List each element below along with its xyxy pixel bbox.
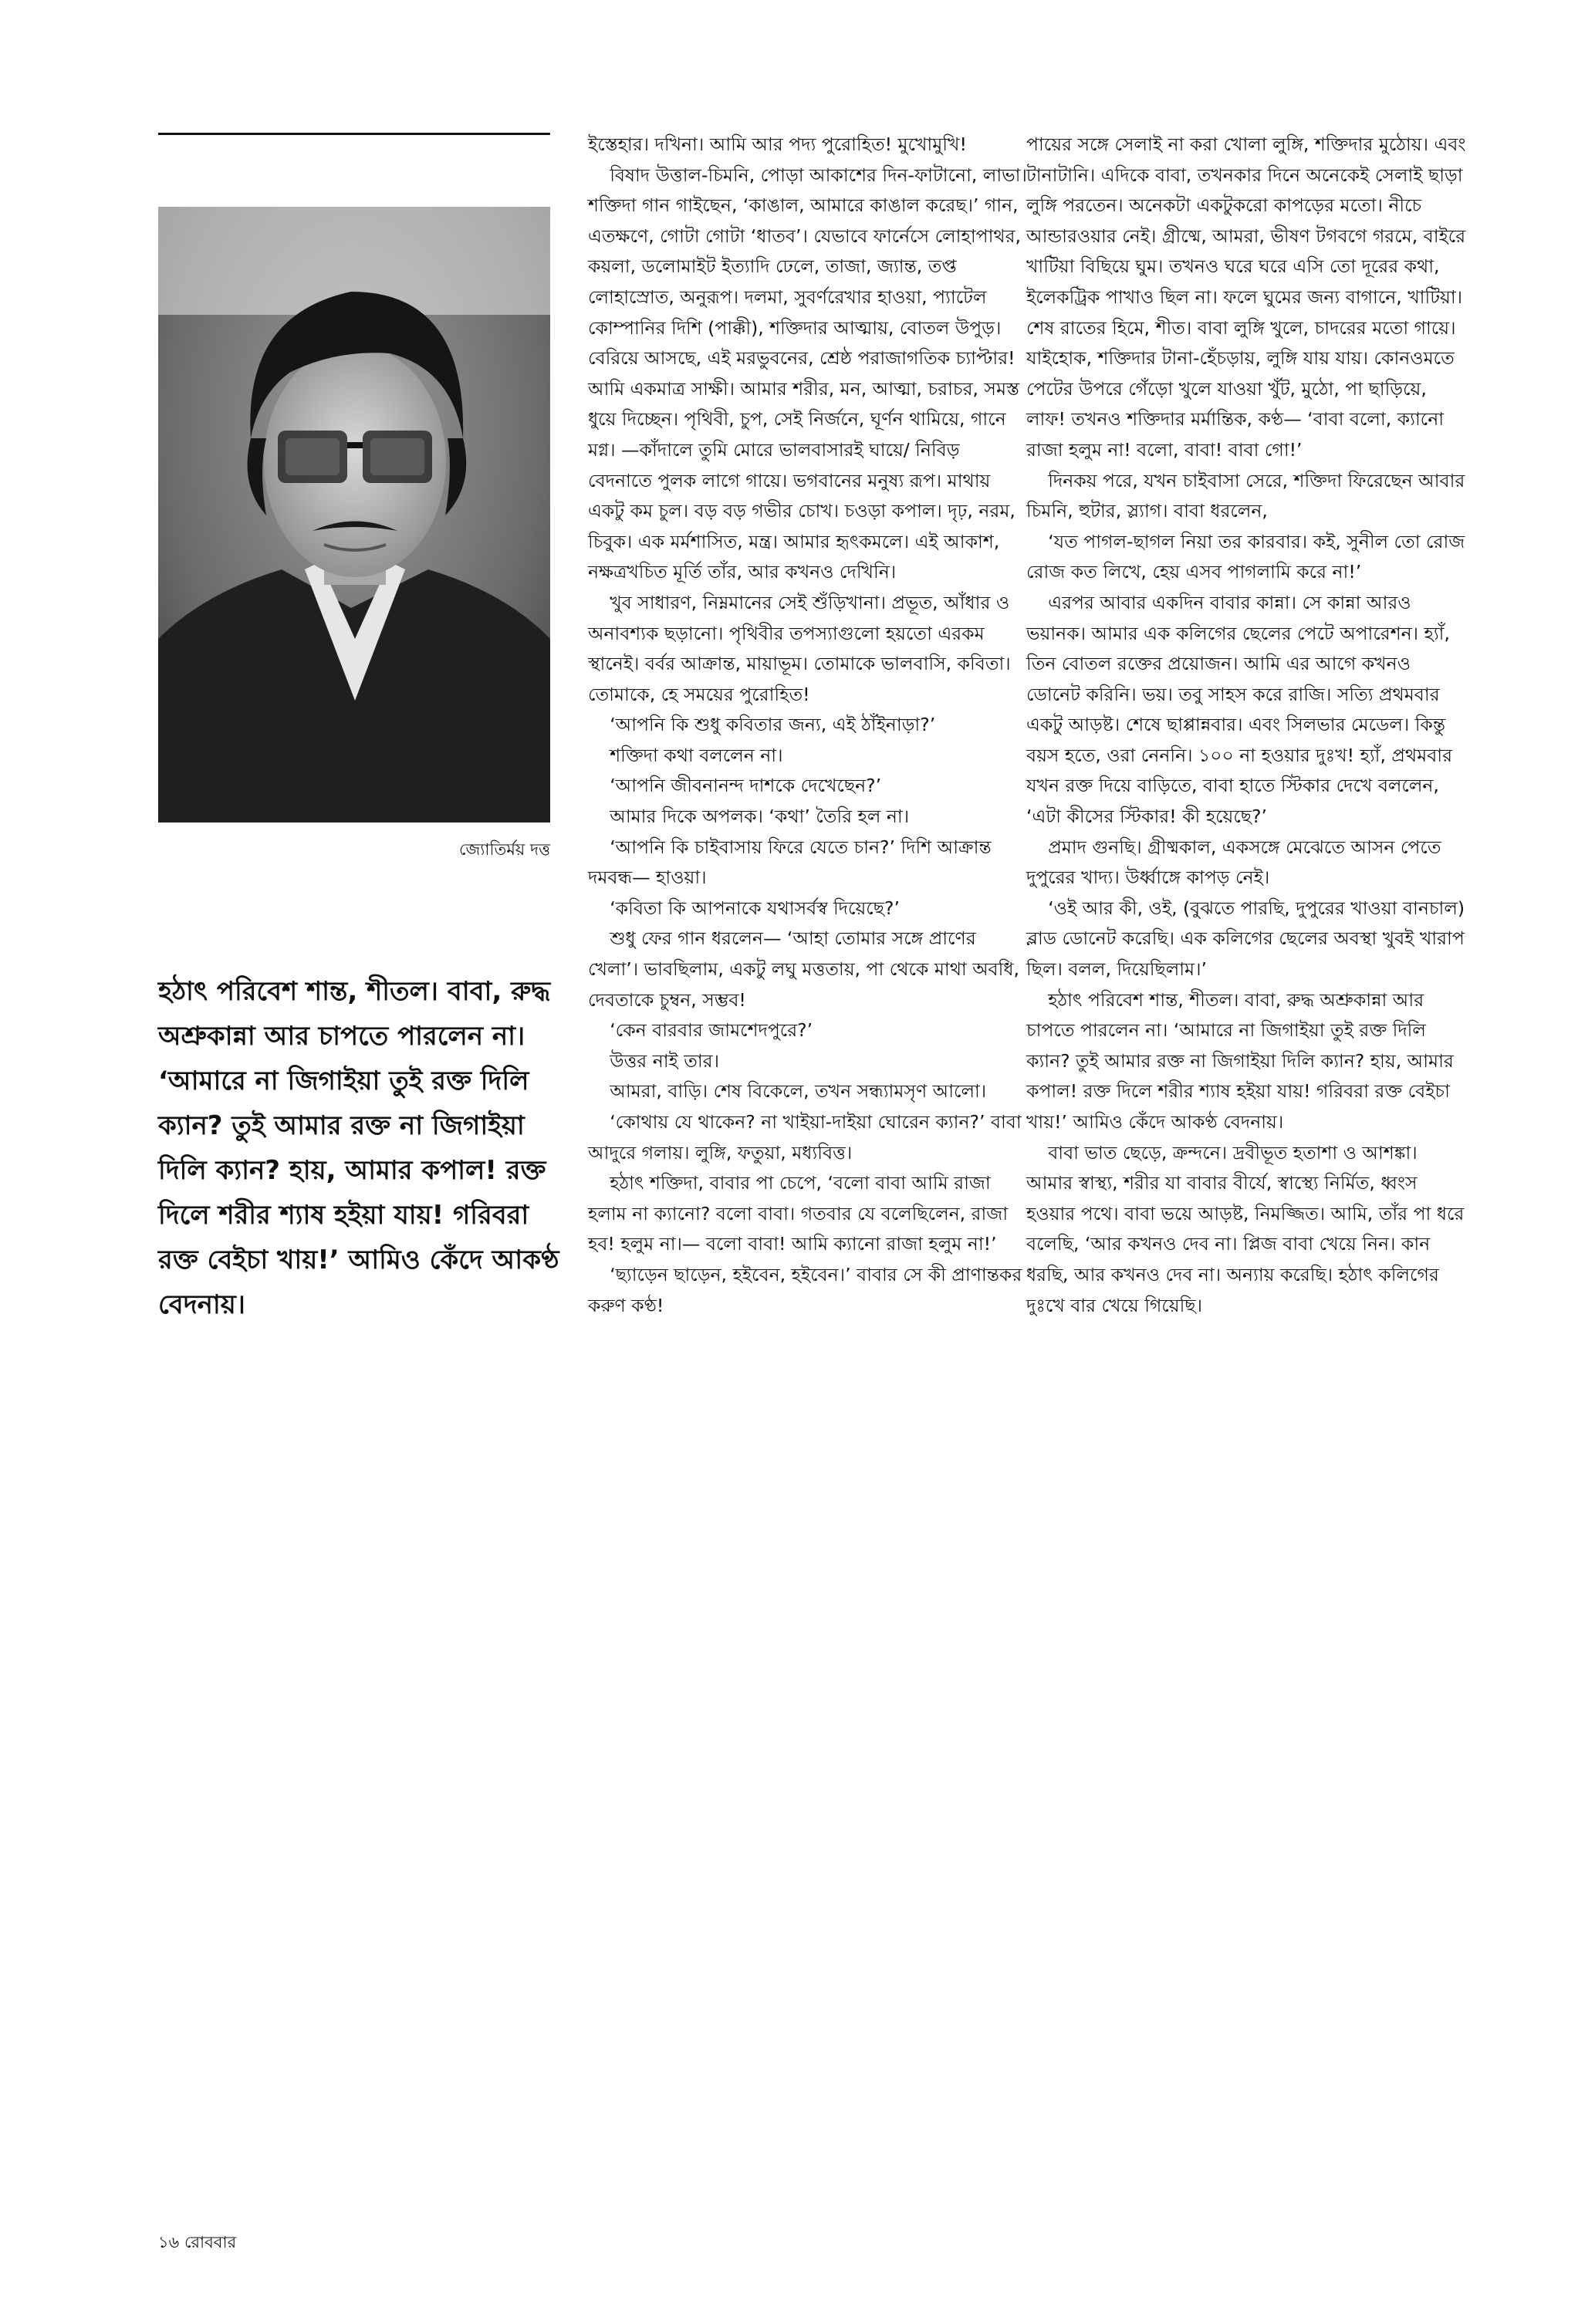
photo-caption: জ্যোতির্ময় দত্ত xyxy=(458,840,550,859)
paragraph: আমার দিকে অপলক। ‘কথা’ তৈরি হল না। xyxy=(610,806,910,828)
paragraph: শক্তিদা কথা বললেন না। xyxy=(610,744,783,766)
top-rule xyxy=(158,133,550,135)
author-portrait-photo xyxy=(158,207,550,823)
article-column-1 xyxy=(588,130,1028,1321)
paragraph: ‘কোথায় যে থাকেন? না খাইয়া-দাইয়া ঘোরেন ক্যান?’ বাবা আদুরে গলায়। লুঙ্গি, ফতুয়া, মধ্যবিত্ত। xyxy=(588,1111,1022,1164)
paragraph: আমরা, বাড়ি। শেষ বিকেলে, তখন সন্ধ্যামসৃণ আলো। xyxy=(610,1080,987,1103)
paragraph: শুধু ফের গান ধরলেন— ‘আহা তোমার সঙ্গে প্রাণের খেলা’। ভাবছিলাম, একটু লঘু মত্ততায়, পা থেকে মাথা অবধি, দেবতাকে চুম্বন, সম্ভব! xyxy=(588,927,1019,1011)
paragraph: বিষাদ উত্তাল-চিমনি, পোড়া আকাশের দিন-ফাটানো, লাভা। শক্তিদা গান গাইছেন, ‘কাঙাল, আমারে কাঙাল করেছ।’ গান, এতক্ষণে, গোটা গোটা ‘ধাতব’। যেভাবে ফার্নেসে লোহাপাথর, কয়লা, ডলোমাইট ইত্যাদি ঢেলে, তাজা, জ্যান্ত, তপ্ত লোহাস্রোত, অনুরূপ। দলমা, সুবর্ণরেখার হাওয়া, প্যাটেল কোম্পানির দিশি (পাক্কী), শক্তিদার আত্মায়, বোতল উপুড়। বেরিয়ে আসছে, এই মরভুবনের, শ্রেষ্ঠ পরাজাগতিক চ্যাপ্টার! আমি একমাত্র সাক্ষী। আমার শরীর, মন, আত্মা, চরাচর, সমস্ত ধুয়ে দিচ্ছেন। পৃথিবী, চুপ, সেই নির্জনে, ঘূর্ণন থামিয়ে, গানে মগ্ন। —কাঁদালে তুমি মোরে ভালবাসারই ঘায়ে/ নিবিড় বেদনাতে পুলক লাগে গায়ে। ভগবানের মনুষ্য রূপ। মাথায় একটু কম চুল। বড় বড় গভীর চোখ। চওড়া কপাল। দৃঢ়, নরম, চিবুক। এক মর্মশাসিত, মন্ত্র। আমার হৃৎকমলে। এই আকাশ, নক্ষত্রখচিত মূর্তি তাঁর, আর কখনও দেখিনি। xyxy=(588,164,1027,583)
paragraph: বাবা ভাত ছেড়ে, ক্রন্দনে। দ্রবীভূত হতাশা ও আশঙ্কা। আমার স্বাস্থ্য, শরীর যা বাবার বীর্যে, স্বাস্থ্যে নির্মিত, ধ্বংস হওয়ার পথে। বাবা ভয়ে আড়ষ্ট, নিমজ্জিত। আমি, তাঁর পা ধরে বলেছি, ‘আর কখনও দেব না। প্লিজ বাবা খেয়ে নিন। কান ধরছি, আর কখনও দেব না। অন্যায় করেছি। হঠাৎ কলিগের দুঃখে বার খেয়ে গিয়েছি। xyxy=(1026,1141,1465,1316)
paragraph: ‘ওই আর কী, ওই, (বুঝতে পারছি, দুপুরের খাওয়া বানচাল) ব্লাড ডোনেট করেছি। এক কলিগের ছেলের অবস্থা খুবই খারাপ ছিল। বলল, দিয়েছিলাম।’ xyxy=(1026,897,1465,981)
paragraph: ‘আপনি জীবনানন্দ দাশকে দেখেছেন?’ xyxy=(610,775,882,797)
page-folio: ১৬ রোববার xyxy=(158,2233,237,2251)
pull-quote-text: হঠাৎ পরিবেশ শান্ত, শীতল। বাবা, রুদ্ধ অশ্রুকান্না আর চাপতে পারলেন না। ‘আমারে না জিগাইয়া তুই রক্ত দিলি ক্যান? তুই আমার রক্ত না জিগাইয়া দিলি ক্যান? হায়, আমার কপাল! রক্ত দিলে শরীর শ্যাষ হইয়া যায়! গরিবরা রক্ত বেইচা খায়!’ আমিও কেঁদে আকণ্ঠ বেদনায়। xyxy=(158,976,559,1320)
paragraph: পায়ের সঙ্গে সেলাই না করা খোলা লুঙ্গি, শক্তিদার মুঠোয়। এবং টানাটানি। এদিকে বাবা, তখনকার দিনে অনেকেই সেলাই ছাড়া লুঙ্গি পরতেন। অনেকটা একটুকরো কাপড়ের মতো। নীচে আন্ডারওয়ার নেই। গ্রীষ্মে, আমরা, ভীষণ টগবগে গরমে, বাইরে খাটিয়া বিছিয়ে ঘুম। তখনও ঘরে ঘরে এসি তো দূরের কথা, ইলেকট্রিক পাখাও ছিল না। ফলে ঘুমের জন্য বাগানে, খাটিয়া। শেষ রাতের হিমে, শীত। বাবা লুঙ্গি খুলে, চাদরের মতো গায়ে। যাইহোক, শক্তিদার টানা-হেঁচড়ায়, লুঙ্গি যায় যায়। কোনওমতে পেটের উপরে গেঁড়ো খুলে যাওয়া খুঁট, মুঠো, পা ছাড়িয়ে, লাফ! তখনও শক্তিদার মর্মান্তিক, কণ্ঠ— ‘বাবা বলো, ক্যানো রাজা হলুম না! বলো, বাবা! বাবা গো!’ xyxy=(1026,133,1466,461)
paragraph: এরপর আবার একদিন বাবার কান্না। সে কান্না আরও ভয়ানক। আমার এক কলিগের ছেলের পেটে অপারেশন। হ্যাঁ, তিন বোতল রক্তের প্রয়োজন। আমি এর আগে কখনও ডোনেট করিনি। ভয়। তবু সাহস করে রাজি। সত্যি প্রথমবার একটু আড়ষ্ট। শেষে ছাপ্পান্নবার। এবং সিলভার মেডেল। কিন্তু বয়স হতে, ওরা নেননি। ১০০ না হওয়ার দুঃখ! হ্যাঁ, প্রথমবার যখন রক্ত দিয়ে বাড়িতে, বাবা হাতে স্টিকার দেখে বললেন, ‘এটা কীসের স্টিকার! কী হয়েছে?’ xyxy=(1026,591,1453,828)
paragraph: ইস্তেহার। দখিনা। আমি আর পদ্য পুরোহিত! মুখোমুখি! xyxy=(588,133,967,155)
article-column-2 xyxy=(1026,130,1466,1321)
paragraph: খুব সাধারণ, নিম্নমানের সেই শুঁড়িখানা। প্রভূত, আঁধার ও অনাবশ্যক ছড়ানো। পৃথিবীর তপস্যাগুলো হয়তো এরকম স্থানেই। বর্বর আক্রান্ত, মায়াভূম। তোমাকে ভালবাসি, কবিতা। তোমাকে, হে সময়ের পুরোহিত! xyxy=(588,591,1011,705)
paragraph: ‘আপনি কি শুধু কবিতার জন্য, এই ঠাঁইনাড়া?’ xyxy=(610,714,936,736)
paragraph: প্রমাদ গুনছি। গ্রীষ্মকাল, একসঙ্গে মেঝেতে আসন পেতে দুপুরের খাদ্য। উর্ধ্বাঙ্গে কাপড় নেই। xyxy=(1026,836,1441,889)
paragraph: ‘কেন বারবার জামশেদপুরে?’ xyxy=(610,1019,813,1042)
paragraph: ‘আপনি কি চাইবাসায় ফিরে যেতে চান?’ দিশি আক্রান্ত দমবন্ধ— হাওয়া। xyxy=(588,836,992,889)
paragraph: ‘যত পাগল-ছাগল নিয়া তর কারবার। কই, সুনীল তো রোজ রোজ কত লিখে, হেয় এসব পাগলামি করে না!’ xyxy=(1026,530,1465,583)
paragraph: ‘ছ্যাড়েন ছাড়েন, হইবেন, হইবেন।’ বাবার সে কী প্রাণান্তকর করুণ কণ্ঠ! xyxy=(588,1263,1022,1316)
paragraph: উত্তর নাই তার। xyxy=(610,1049,720,1072)
paragraph: হঠাৎ পরিবেশ শান্ত, শীতল। বাবা, রুদ্ধ অশ্রুকান্না আর চাপতে পারলেন না। ‘আমারে না জিগাইয়া তুই রক্ত দিলি ক্যান? তুই আমার রক্ত না জিগাইয়া দিলি ক্যান? হায়, আমার কপাল! রক্ত দিলে শরীর শ্যাষ হইয়া যায়! গরিবরা রক্ত বেইচা খায়!’ আমিও কেঁদে আকণ্ঠ বেদনায়। xyxy=(1026,988,1454,1133)
paragraph: ‘কবিতা কি আপনাকে যথাসর্বস্ব দিয়েছে?’ xyxy=(610,897,900,919)
pull-quote xyxy=(158,969,575,1327)
paragraph: দিনকয় পরে, যখন চাইবাসা সেরে, শক্তিদা ফিরেছেন আবার চিমনি, হুটার, স্ল্যাগ। বাবা ধরলেন, xyxy=(1026,469,1465,522)
portrait-illustration xyxy=(158,207,550,823)
paragraph: হঠাৎ শক্তিদা, বাবার পা চেপে, ‘বলো বাবা আমি রাজা হলাম না ক্যানো? বলো বাবা। গতবার যে বলেছিলেন, রাজা হব! হলুম না।— বলো বাবা! আমি ক্যানো রাজা হলুম না!’ xyxy=(588,1172,1009,1255)
